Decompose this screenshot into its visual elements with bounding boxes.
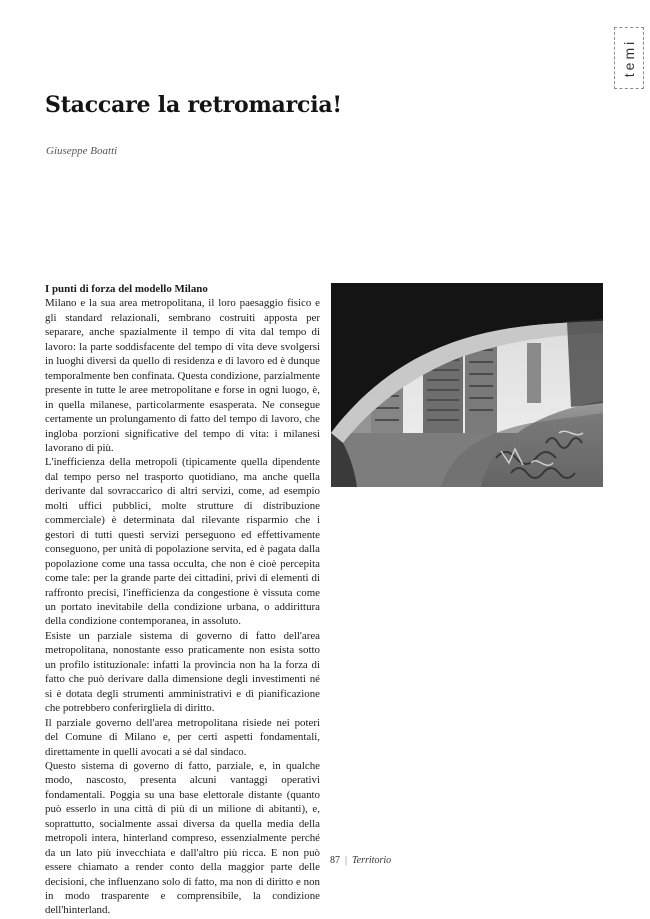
photo-underpass-tower-blocks — [331, 283, 603, 487]
page-footer — [330, 855, 391, 866]
article-title: Staccare la retromarcia! — [45, 92, 342, 118]
page-number: 87 — [330, 855, 340, 866]
footer-separator: | — [345, 855, 348, 866]
paragraph-2: L'inefficienza della metropoli (tipicamente quella dipendente dal tempo perso nel trasporto quotidiano, ma anche quella derivante dal sovraccarico di altri servizi, come, ad esempio molti uffici pubblici, molte strutture di distribuzione commerciale) è determinata dal rilevante risparmio che i gestori di tutti questi servizi perseguono ed effettivamente conseguono, per unità di popolazione servita, ed è pagata dalla popolazione come una tassa occulta, che non è cioè percepita come tale: per la grande parte dei cittadini, privi di elementi di raffronto precisi, l'inefficienza da congestione è vissuta come un portato inevitabile della condizione urbana, o addirittura della condizione contemporanea, in assoluto. — [45, 456, 320, 628]
section-heading: I punti di forza del modello Milano — [45, 283, 208, 295]
article-body — [45, 282, 320, 918]
article-photo — [331, 283, 603, 487]
magazine-name: Territorio — [352, 855, 392, 866]
paragraph-3: Esiste un parziale sistema di governo di fatto dell'area metropolitana, nonostante esso praticamente non esista sotto un profilo istituzionale: infatti la provincia non ha la forza di fatto che può derivare dalla dimensione degli investimenti né si è dotata degli strumenti amministrativi e di pianificazione che potrebbero conferirgliela di diritto. — [45, 629, 320, 715]
section-tab — [614, 27, 644, 89]
section-tab-label: temi — [621, 38, 638, 78]
paragraph-5: Questo sistema di governo di fatto, parziale, e, in qualche modo, nascosto, presenta alcuni vantaggi operativi fondamentali. Poggia su una base elettorale distante (quanto può esserlo in una città di più di un milione di abitanti), e, soprattutto, socialmente assai diversa da quella media della metropoli intera, hinterland compreso, essenzialmente perché da un lato più invecchiata e dall'altro più ricca. E non può essere chiamato a render conto della maggior parte delle decisioni, che influenzano solo di fatto, ma non di diritto e non in modo trasparente e comprensibile, la condizione dell'hinterland. — [45, 759, 320, 917]
article-author: Giuseppe Boatti — [46, 145, 118, 157]
paragraph-4: Il parziale governo dell'area metropolitana risiede nei poteri del Comune di Milano e, per certi aspetti fondamentali, direttamente in quelli avocati a sé dal sindaco. — [45, 716, 320, 758]
paragraph-1: Milano e la sua area metropolitana, il loro paesaggio fisico e gli standard relazionali, sembrano costruiti apposta per separare, anche spazialmente il tempo di vita dal tempo di lavoro: la parte soddisfacente del tempo di vita deve svolgersi in luoghi diversi da quello di residenza e di lavoro ed è dunque temporalmente ben confinata. Questa condizione, parzialmente presente in tutte le aree metropolitane e forse in ogni luogo, è, in quella milanese, particolarmente esasperata. Ne consegue certamente un prolungamento di fatto del tempo di lavoro, che ingloba porzioni significative del tempo di vita: i milanesi lavorano di più. — [45, 297, 320, 454]
